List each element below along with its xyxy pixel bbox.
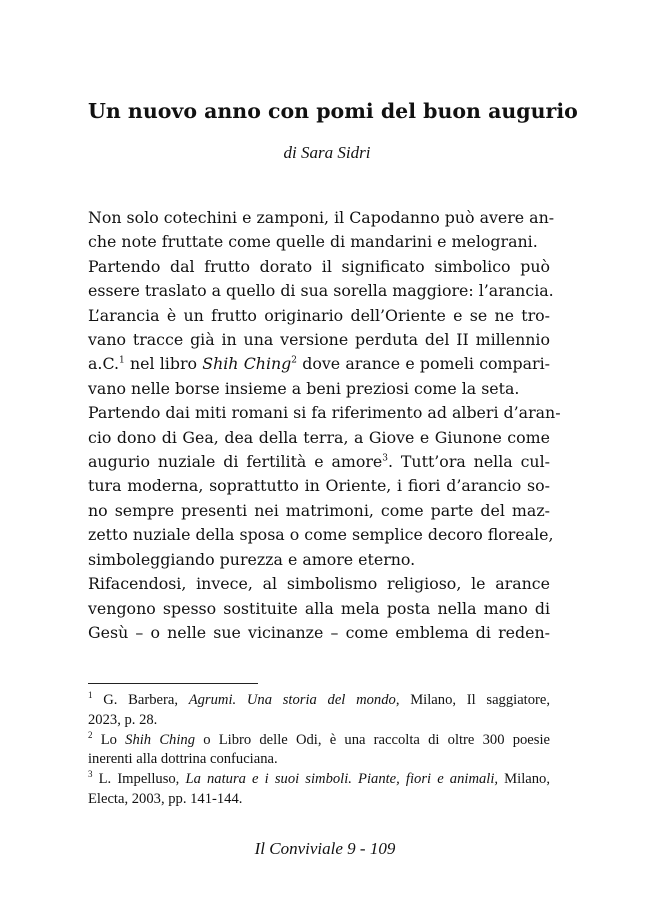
body-line: simboleggiando purezza e amore eterno. (88, 549, 416, 569)
footnote-3-cont: Electa, 2003, pp. 141-144. (88, 790, 243, 807)
footnote-number: 1 (88, 690, 93, 701)
body-line: vano nelle borse insieme a beni preziosi come la seta. (88, 378, 520, 398)
body-line: che note fruttate come quelle di mandarini e melograni. (88, 232, 538, 252)
footnote-ref: 1 (118, 356, 125, 367)
footnote-italic: La natura e i suoi simboli. Piante, fiori e animali, (185, 771, 499, 788)
body-line: Rifacendosi, invece, al simbolismo religioso, le arance (88, 574, 550, 594)
book-title-italic: Shih Ching (202, 354, 292, 374)
footnote-italic: Shih Ching (125, 731, 195, 748)
article-author: di Sara Sidri (283, 143, 371, 162)
footnotes (88, 691, 550, 810)
footnote-text: Lo (92, 731, 126, 748)
body-text-fragment: augurio nuziale di fertilità e amore (88, 452, 383, 472)
footnote-separator (88, 683, 258, 684)
footnote-text: Milano, (498, 771, 550, 788)
body-line: vengono spesso sostituite alla mela posta nella mano di (88, 598, 550, 618)
body-line: no sempre presenti nei matrimoni, come parte del maz- (88, 500, 550, 520)
footnote-2-cont: inerenti alla dottrina confuciana. (88, 751, 278, 768)
footnote-1-cont: 2023, p. 28. (88, 711, 158, 728)
body-line: Non solo cotechini e zamponi, il Capodanno può avere an- (88, 208, 555, 227)
footnote-ref: 3 (382, 453, 388, 464)
body-line: L’arancia è un frutto originario dell’Oriente e se ne tro- (88, 305, 550, 325)
body-line (88, 450, 550, 474)
body-line: tura moderna, soprattutto in Oriente, i fiori d’arancio so- (88, 476, 550, 496)
body-line: cio dono di Gea, dea della terra, a Giove e Giunone come (88, 427, 550, 447)
footnote-ref: 2 (291, 356, 298, 367)
article-title: Un nuovo anno con pomi del buon augurio (88, 99, 578, 123)
footnote-2 (88, 731, 550, 751)
body-line (88, 352, 550, 376)
footnote-text: , Milano, Il saggiatore, (395, 692, 551, 708)
body-line: essere traslato a quello di sua sorella maggiore: l’arancia. (88, 281, 554, 301)
body-text-fragment: dove arance e pomeli compari- (297, 354, 551, 374)
body-line: Gesù – o nelle sue vicinanze – come emblema di reden- (88, 622, 550, 642)
footnote-number: 3 (88, 769, 93, 780)
body-text-fragment: a.C. (88, 354, 119, 374)
footnote-text: o Libro delle Odi, è una raccolta di oltre 300 poesie (195, 731, 550, 748)
body-line: Partendo dal frutto dorato il significato simbolico può (88, 256, 550, 276)
footnote-3 (88, 770, 550, 790)
body-line: vano tracce già in una versione perduta del II millennio (88, 330, 550, 350)
article-body (88, 206, 561, 645)
footnote-text: L. Impelluso, (92, 771, 186, 788)
body-text-fragment: nel libro (124, 354, 203, 374)
footnote-text: G. Barbera, (92, 692, 189, 708)
body-text-fragment: . Tutt’ora nella cul- (387, 452, 550, 472)
running-footer: Il Conviviale 9 - 109 (254, 839, 396, 858)
footnote-number: 2 (88, 729, 93, 740)
body-line: zetto nuziale della sposa o come semplice decoro floreale, (88, 525, 554, 545)
footnote-1 (88, 691, 550, 711)
body-line: Partendo dai miti romani si fa riferimento ad alberi d’aran- (88, 403, 561, 423)
footnote-italic: Agrumi. Una storia del mondo (188, 692, 396, 708)
